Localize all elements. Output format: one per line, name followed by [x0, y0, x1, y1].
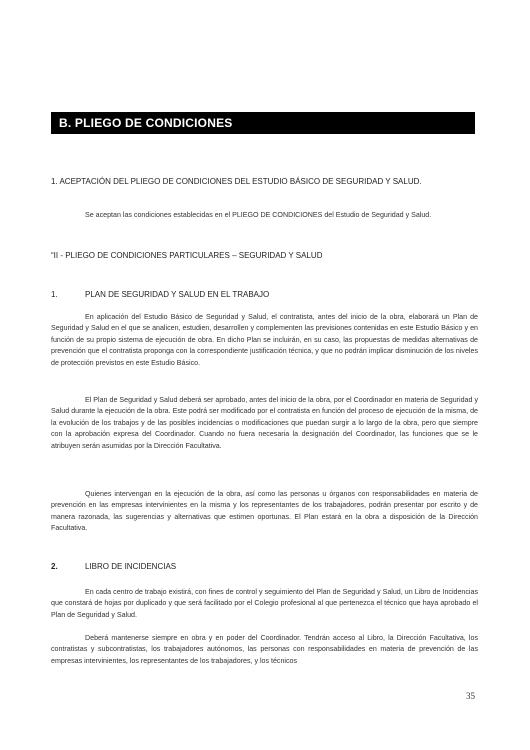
section1-paragraph-3: Quienes intervengan en la ejecución de la obra, así como las personas u órganos con responsabilidades en materia de prevención en las empresas intervinientes en la misma y los representantes de los trabajadores, podrán presentar por escrito y de manera razonada, las sugerencias y alternativas que estimen oportunas. El Plan estará en la obra a disposición de la Dirección Facultativa. [51, 490, 478, 533]
section1-title: PLAN DE SEGURIDAD Y SALUD EN EL TRABAJO [85, 290, 270, 299]
subtitle-particular-conditions: “II - PLIEGO DE CONDICIONES PARTICULARES – SEGURIDAD Y SALUD [51, 251, 323, 260]
page-number: 35 [466, 691, 475, 701]
section-title-bar: B. PLIEGO DE CONDICIONES [51, 112, 475, 134]
section2-title: LIBRO DE INCIDENCIAS [85, 562, 177, 571]
section2-paragraph-2: Deberá mantenerse siempre en obra y en poder del Coordinador. Tendrán acceso al Libro, la Dirección Facultativa, los contratistas y subcontratistas, los trabajadores autónomos, las personas con responsabilidades en materia de prevención de las empresas intervinientes, los representantes de los trabajadores, y los técnicos [51, 634, 478, 665]
section2-heading [51, 561, 176, 572]
intro-paragraph: Se aceptan las condiciones establecidas en el PLIEGO DE CONDICIONES del Estudio de Seguridad y Salud. [85, 211, 432, 219]
heading-acceptance: 1. ACEPTACIÓN DEL PLIEGO DE CONDICIONES DEL ESTUDIO BÁSICO DE SEGURIDAD Y SALUD. [51, 177, 422, 186]
section2-paragraph-1: En cada centro de trabajo existirá, con fines de control y seguimiento del Plan de Seguridad y Salud, un Libro de Incidencias que constará de hojas por duplicado y que será facilitado por el Colegio profesional al que pertenezca el técnico que haya aprobado el Plan de Seguridad y Salud. [51, 588, 478, 619]
section1-heading [51, 289, 269, 300]
section1-paragraph-2: El Plan de Seguridad y Salud deberá ser aprobado, antes del inicio de la obra, por el Coordinador en materia de Seguridad y Salud durante la ejecución de la obra. Este podrá ser modificado por el contratista en función del proceso de ejecución de la misma, de la evolución de los trabajos y de las posibles incidencias o modificaciones que puedan surgir a lo largo de la obra, pero que siempre con la aprobación expresa del Coordinador. Cuando no fuera necesaria la designación del Coordinador, las funciones que se le atribuyen serán asumidas por la Dirección Facultativa. [51, 396, 478, 450]
section1-paragraph-1: En aplicación del Estudio Básico de Seguridad y Salud, el contratista, antes del inicio de la obra, elaborará un Plan de Seguridad y Salud en el que se analicen, estudien, desarrollen y complementen las previsiones contenidas en este Estudio Básico y en función de su propio sistema de ejecución de obra. En dicho Plan se incluirán, en su caso, las propuestas de medidas alternativas de prevención que el contratista proponga con la correspondiente justificación técnica, y que no podrán implicar disminución de los niveles de protección previstos en este Estudio Básico. [51, 313, 478, 367]
section2-number: 2. [51, 562, 58, 571]
section1-number: 1. [51, 290, 58, 299]
